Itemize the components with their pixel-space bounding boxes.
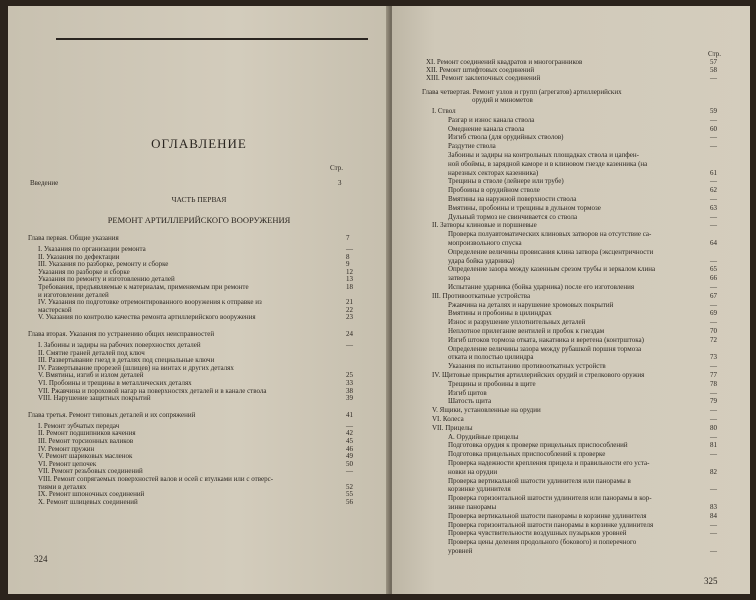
toc-entry-page: 22 xyxy=(346,305,353,314)
toc-entry-page: 66 xyxy=(710,274,717,283)
toc-entry: отката и полостью цилиндра xyxy=(448,353,534,362)
toc-entry-page: 63 xyxy=(710,203,717,212)
toc-entry-page: — xyxy=(710,212,717,221)
toc-entry-page: — xyxy=(710,195,717,203)
toc-entry-page: — xyxy=(710,74,717,82)
left-page xyxy=(8,6,390,594)
toc-entry: затвора xyxy=(448,274,471,283)
chapter-title-page: 41 xyxy=(346,410,353,419)
chapter-title-page: 7 xyxy=(346,234,350,242)
toc-entry-page: — xyxy=(346,421,353,430)
toc-entry: Проверка полуавтоматических клиновых затворов на отсутствие са- xyxy=(448,230,652,239)
toc-entry: VI. Колеса xyxy=(432,415,464,423)
toc-entry: тиями в деталях xyxy=(38,482,87,491)
toc-entry: Испытание ударника (бойка ударника) после его изготовления xyxy=(448,283,635,291)
toc-entry: IX. Ремонт шпоночных соединений xyxy=(38,490,145,499)
toc-entry: Определение величины зазора между рубашкой поршня тормоза xyxy=(448,344,642,353)
toc-entry: удара бойка ударника) xyxy=(448,256,515,265)
toc-entry: корзинке удлинителя xyxy=(448,485,511,494)
toc-entry: Определение зазора между казенным срезом трубы и зеркалом клина xyxy=(448,265,656,274)
toc-entry: Пробоины в орудийном стволе xyxy=(448,186,540,195)
toc-entry: Подготовка орудия к проверке прицельных приспособлений xyxy=(448,441,628,450)
toc-entry-page: 78 xyxy=(710,379,717,388)
toc-entry: А. Орудийные прицелы xyxy=(448,432,519,441)
toc-entry-page: 59 xyxy=(710,107,717,115)
chapter-title-page: 24 xyxy=(346,330,353,338)
toc-entry: Омеднение канала ствола xyxy=(448,124,525,133)
toc-entry: Изгиб штоков тормоза отката, накатника и веретена (контрштока) xyxy=(448,335,644,344)
toc-entry-page: — xyxy=(710,115,717,124)
toc-entry: Проверка цены деления продольного (бокового) и поперечного xyxy=(448,538,637,547)
toc-entry: I. Ремонт зубчатых передач xyxy=(38,421,120,430)
toc-entry: II. Указания по дефектации xyxy=(38,252,120,261)
toc-entry: II. Ремонт подшипников качения xyxy=(38,429,136,438)
toc-entry: III. Указания по разборке, ремонту и сборке xyxy=(38,260,169,269)
toc-entry-page: 73 xyxy=(710,353,717,362)
toc-entry-page: — xyxy=(710,520,717,529)
toc-entry: Разгар и износ канала ствола xyxy=(448,115,535,124)
toc-entry-page: 55 xyxy=(346,490,353,499)
toc-entry-page: 60 xyxy=(710,124,717,133)
toc-entry-page: 77 xyxy=(710,371,717,379)
toc-entry: IV. Указания по подготовке отремонтированного вооружения к отправке из xyxy=(38,298,262,307)
toc-entry-page: 79 xyxy=(710,397,717,406)
toc-entry-page: 67 xyxy=(710,291,717,300)
toc-entry-page: 62 xyxy=(710,186,717,195)
toc-entry-page: 25 xyxy=(346,371,353,380)
toc-entry-page: — xyxy=(710,221,717,230)
toc-entry-page: 23 xyxy=(346,313,353,322)
toc-entry-page: — xyxy=(710,256,717,265)
toc-entry: V. Ремонт шариковых масленок xyxy=(38,452,133,461)
toc-entry: новки на орудии xyxy=(448,467,498,476)
toc-entry: VIII. Ремонт сопрягаемых поверхностей валов и осей с втулками или с отверс- xyxy=(38,475,274,483)
toc-entry-page: 80 xyxy=(710,423,717,432)
toc-entry: VIII. Нарушение защитных покрытий xyxy=(38,394,151,403)
toc-entry: Шатость щита xyxy=(448,397,492,406)
toc-entry: Вмятины и пробоины в цилиндрах xyxy=(448,309,552,318)
toc-entry-page: — xyxy=(710,406,717,415)
toc-entry: Изгиб щитов xyxy=(448,388,487,397)
toc-entry: III. Ремонт торсионных валиков xyxy=(38,437,134,445)
toc-entry: Проверка вертикальной шатости удлинителя или панорамы в xyxy=(448,476,631,485)
toc-entry: Забоины и задиры на контрольных площадках ствола и цапфен- xyxy=(448,151,639,159)
toc-entry-page: 49 xyxy=(346,452,353,461)
toc-entry-page: — xyxy=(710,283,717,291)
toc-entry-page: — xyxy=(710,318,717,327)
toc-entry-page: — xyxy=(346,245,353,253)
toc-entry: Подготовка прицельных приспособлений к проверке xyxy=(448,450,606,459)
toc-entry: II. Смятие граней деталей под ключ xyxy=(38,348,145,357)
toc-entry: Указания по испытанию противооткатных устройств xyxy=(448,362,606,371)
toc-entry-page: 84 xyxy=(710,511,717,520)
toc-entry: X. Ремонт шлицевых соединений xyxy=(38,497,138,506)
toc-entry-page: 12 xyxy=(346,267,353,276)
toc-entry: мопроизвольного спуска xyxy=(448,239,522,247)
toc-entry-page: 56 xyxy=(346,497,353,506)
toc-entry: XI. Ремонт соединений квадратов и многогранников xyxy=(426,58,583,66)
toc-entry: мастерской xyxy=(38,305,72,314)
toc-entry-page: 33 xyxy=(346,379,353,387)
toc-entry-page: — xyxy=(710,133,717,142)
toc-entry: Раздутие ствола xyxy=(448,142,496,151)
toc-entry: и изготовлении деталей xyxy=(38,290,109,299)
toc-entry: Указания по разборке и сборке xyxy=(38,267,130,276)
toc-entry: Проверка вертикальной шатости панорамы в корзинке удлинителя xyxy=(448,511,647,520)
toc-entry-page: 8 xyxy=(346,252,350,261)
toc-entry: IV. Развертывание прорезей (шлицев) на винтах и других деталях xyxy=(38,363,234,372)
toc-entry: Определение величины провисания клина затвора (эксцентричности xyxy=(448,247,654,256)
toc-entry-page: — xyxy=(710,529,717,538)
toc-entry-page: — xyxy=(710,362,717,371)
toc-entry-page: — xyxy=(710,388,717,397)
toc-entry: VI. Ремонт цепочек xyxy=(38,459,97,468)
toc-entry: Трещины и пробоины в щите xyxy=(448,379,536,388)
toc-entry-page: — xyxy=(346,467,353,476)
toc-entry: зинке панорамы xyxy=(448,503,497,511)
toc-entry: VII. Ремонт резьбовых соединений xyxy=(38,467,143,476)
toc-entry-page: 39 xyxy=(346,394,353,403)
toc-entry-page: 64 xyxy=(710,239,717,247)
toc-entry: Неплотное прилегание вентилей и пробок к гнездам xyxy=(448,327,605,335)
toc-entry: I. Ствол xyxy=(432,107,456,115)
toc-entry-page: 38 xyxy=(346,386,353,395)
toc-entry-page: — xyxy=(710,485,717,494)
part-label: ЧАСТЬ ПЕРВАЯ xyxy=(171,195,227,204)
toc-entry-page: — xyxy=(710,300,717,309)
toc-entry-page: — xyxy=(710,415,717,423)
toc-entry: Вмятины на наружной поверхности ствола xyxy=(448,195,577,203)
toc-entry: нарезных секторах казенника) xyxy=(448,168,539,177)
toc-entry: II. Затворы клиновые и поршневые xyxy=(432,221,537,230)
toc-entry-page: 42 xyxy=(346,429,353,438)
toc-entry: V. Указания по контролю качества ремонта артиллерийского вооружения xyxy=(38,313,256,322)
toc-entry-page: — xyxy=(346,341,353,349)
toc-entry: Трещины в стволе (лейнере или трубе) xyxy=(448,177,564,186)
toc-entry: III. Развертывание гнезд в деталях под специальные ключи xyxy=(38,356,215,365)
toc-entry-page: — xyxy=(710,432,717,441)
toc-entry-page: 65 xyxy=(710,265,717,274)
toc-entry-page: 70 xyxy=(710,327,717,335)
toc-entry: XII. Ремонт штифтовых соединений xyxy=(426,66,535,74)
toc-entry: Вмятины, пробоины и трещины в дульном тормозе xyxy=(448,203,601,212)
right-page-number: 325 xyxy=(704,576,718,586)
toc-entry: VII. Прицелы xyxy=(432,423,473,432)
toc-entry: Износ и разрушение уплотнительных деталей xyxy=(448,318,586,327)
header-rule xyxy=(56,38,368,40)
toc-entry: Ржавчина на деталях и нарушение хромовых покрытий xyxy=(448,300,614,309)
toc-entry: V. Ящики, установленные на орудии xyxy=(432,406,541,415)
toc-entry: Дульный тормоз не свинчивается со ствола xyxy=(448,212,578,221)
page-column-label: Стр. xyxy=(330,164,343,172)
chapter-title: Глава вторая. Указания по устранению общих неисправностей xyxy=(28,330,215,338)
toc-entry: уровней xyxy=(448,547,473,555)
intro-label: Введение xyxy=(30,179,59,187)
chapter-title: Глава четвертая. Ремонт узлов и групп (агрегатов) артиллерийских xyxy=(422,88,622,96)
part-title: РЕМОНТ АРТИЛЛЕРИЙСКОГО ВООРУЖЕНИЯ xyxy=(107,215,291,225)
toc-entry: V. Вмятины, изгиб и излом деталей xyxy=(38,371,144,380)
toc-entry-page: 83 xyxy=(710,503,717,511)
toc-entry: I. Указания по организации ремонта xyxy=(38,245,146,253)
toc-entry: IV. Щитовые прикрытия артиллерийских орудий и стрелкового оружия xyxy=(432,371,645,379)
toc-entry-page: 58 xyxy=(710,66,717,74)
toc-entry-page: — xyxy=(710,177,717,186)
toc-entry: XIII. Ремонт заклепочных соединений xyxy=(426,74,541,82)
toc-entry-page: 82 xyxy=(710,467,717,476)
toc-entry-page: — xyxy=(710,547,717,555)
toc-entry: IV. Ремонт пружин xyxy=(38,444,95,453)
toc-entry-page: — xyxy=(710,450,717,459)
toc-entry-page: 21 xyxy=(346,298,353,307)
toc-entry-page: 50 xyxy=(346,459,353,468)
toc-title: ОГЛАВЛЕНИЕ xyxy=(151,136,247,151)
toc-entry-page: — xyxy=(710,142,717,151)
toc-entry: VII. Ржавчина и пороховой нагар на поверхностях деталей и в канале ствола xyxy=(38,386,267,395)
toc-entry: Проверка надежности крепления прицела и правильности его уста- xyxy=(448,459,650,467)
toc-entry: Проверка чувствительности воздушных пузырьков уровней xyxy=(448,529,627,538)
toc-entry-page: 81 xyxy=(710,441,717,450)
right-page xyxy=(392,6,750,594)
toc-entry: III. Противооткатные устройства xyxy=(432,291,531,300)
toc-entry: I. Забоины и задиры на рабочих поверхностях деталей xyxy=(38,341,201,349)
toc-entry: Указания по ремонту и изготовлению деталей xyxy=(38,275,175,284)
chapter-title: Глава третья. Ремонт типовых деталей и их сопряжений xyxy=(28,410,196,419)
toc-entry-page: 69 xyxy=(710,309,717,318)
toc-entry-page: 72 xyxy=(710,335,717,344)
intro-page: 3 xyxy=(338,179,342,187)
toc-entry-page: 18 xyxy=(346,283,353,291)
toc-entry-page: 57 xyxy=(710,58,717,66)
toc-entry: Требования, предъявляемые к материалам, применяемым при ремонте xyxy=(38,283,249,291)
toc-entry: Изгиб ствола (для орудийных стволов) xyxy=(448,133,564,142)
toc-entry: Проверка горизонтальной шатости удлинителя или панорамы в кор- xyxy=(448,494,652,503)
intro-row xyxy=(30,179,58,187)
toc-entry-page: 46 xyxy=(346,444,353,453)
toc-entry-page: 52 xyxy=(346,482,353,491)
chapter-title: Глава первая. Общие указания xyxy=(28,234,119,242)
toc-entry-page: 61 xyxy=(710,168,717,177)
toc-entry-page: 13 xyxy=(346,275,353,284)
toc-entry: ной обоймы, в зарядной каморе и в клиновом гнезде казенника (на xyxy=(448,159,648,168)
toc-entry: Проверка горизонтальной шатости панорамы в корзинке удлинителя xyxy=(448,520,654,529)
page-column-label-right: Стр. xyxy=(708,50,721,58)
chapter-title-continued: орудий и минометов xyxy=(472,96,533,104)
toc-entry-page: 45 xyxy=(346,437,353,445)
toc-entry-page: 9 xyxy=(346,260,350,269)
left-page-number: 324 xyxy=(34,554,48,564)
toc-entry: VI. Пробоины и трещины в металлических деталях xyxy=(38,379,192,387)
